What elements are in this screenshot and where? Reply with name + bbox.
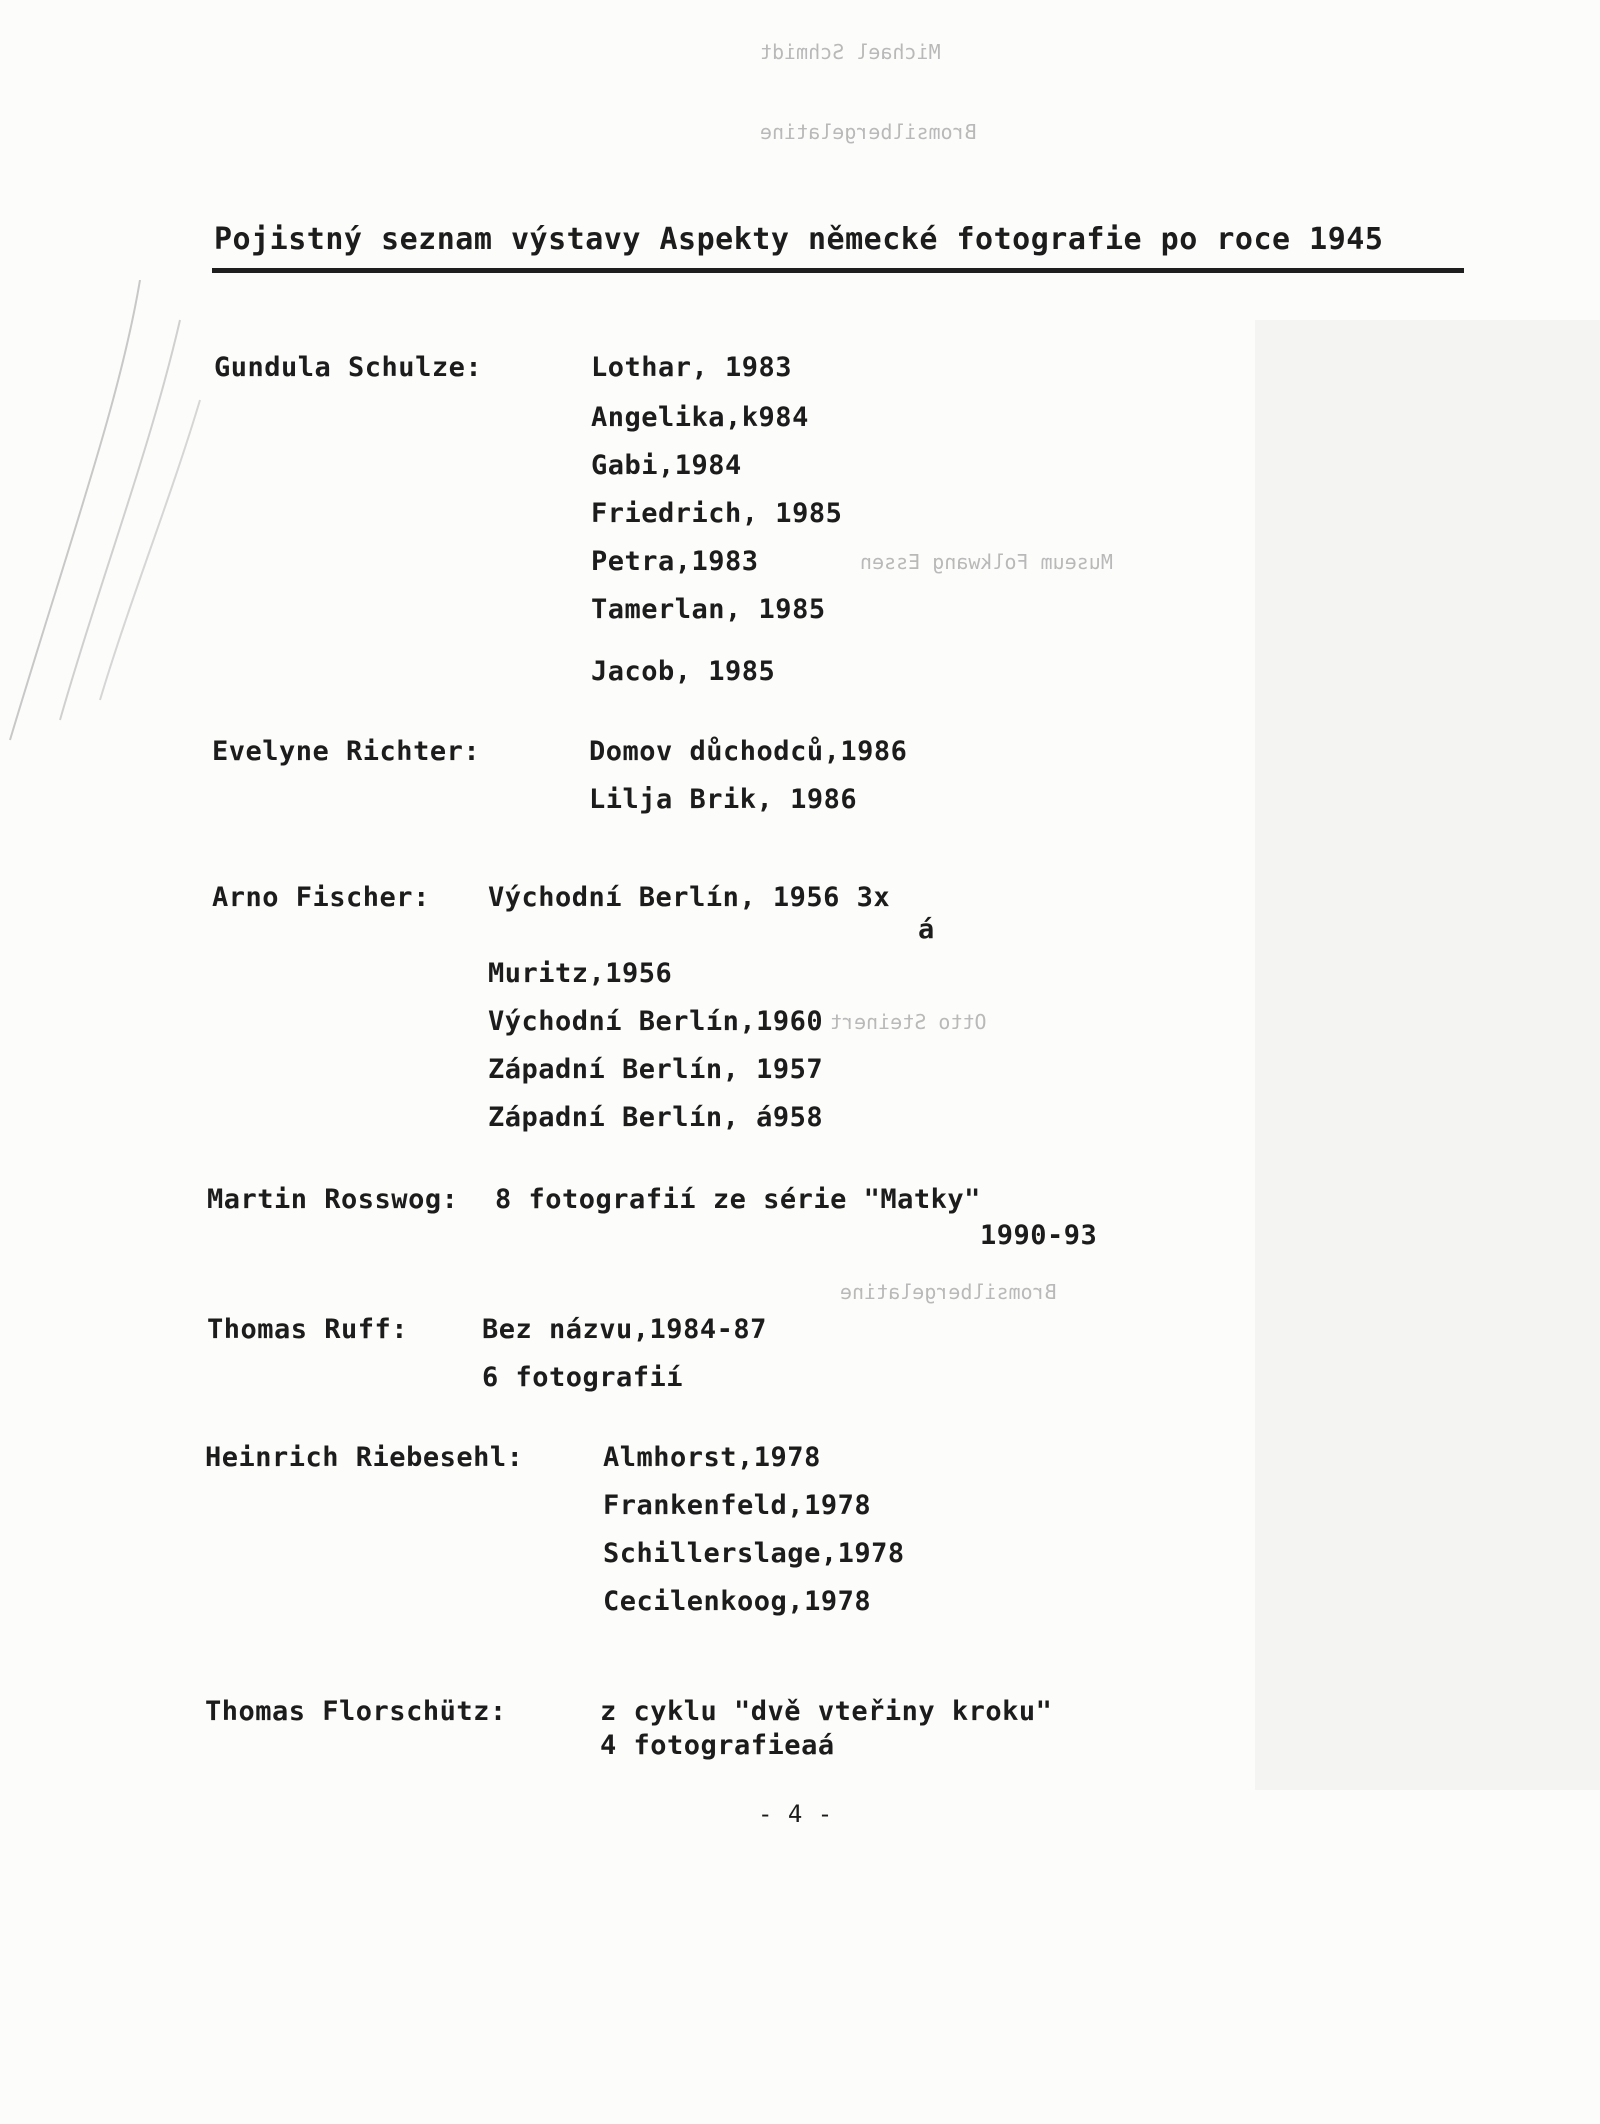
margin-pencil-lines: [0, 280, 220, 760]
work-entry: Západní Berlín, 1957: [488, 1054, 824, 1085]
work-entry: Východní Berlín, 1956 3x: [488, 882, 891, 913]
work-entry: Angelika,k984: [591, 402, 809, 433]
artist-name: Evelyne Richter:: [212, 736, 481, 767]
bleed-through-text: Bromsilbergelatine: [760, 120, 977, 144]
work-entry: 6 fotografií: [482, 1362, 684, 1393]
work-entry: Cecilenkoog,1978: [603, 1586, 872, 1617]
work-entry-note: á: [918, 914, 935, 945]
bleed-through-text: Museum Folkwang Essen: [860, 550, 1113, 574]
work-entry: Západní Berlín, á958: [488, 1102, 824, 1133]
work-entry: 1990-93: [980, 1220, 1098, 1251]
page-number: - 4 -: [758, 1800, 833, 1828]
work-entry: Friedrich, 1985: [591, 498, 843, 529]
bleed-through-text: Michael Schmidt: [760, 40, 941, 64]
work-entry: Schillerslage,1978: [603, 1538, 905, 1569]
work-entry: Lothar, 1983: [591, 352, 793, 383]
work-entry: 4 fotografieaá: [600, 1730, 835, 1761]
bleed-through-text: Bromsilbergelatine: [840, 1280, 1057, 1304]
artist-name: Martin Rosswog:: [207, 1184, 459, 1215]
work-entry: Almhorst,1978: [603, 1442, 821, 1473]
work-entry: Bez názvu,1984-87: [482, 1314, 767, 1345]
show-through-panel: [1255, 320, 1600, 1790]
work-entry: z cyklu "dvě vteřiny kroku": [600, 1696, 1053, 1727]
work-entry: Východní Berlín,1960: [488, 1006, 824, 1037]
work-entry: Tamerlan, 1985: [591, 594, 826, 625]
work-entry: Jacob, 1985: [591, 656, 776, 687]
title-underline: [212, 268, 1464, 273]
work-entry: Petra,1983: [591, 546, 759, 577]
work-entry: Lilja Brik, 1986: [589, 784, 858, 815]
artist-name: Thomas Florschütz:: [205, 1696, 507, 1727]
bleed-through-text: Otto Steinert: [830, 1010, 987, 1034]
artist-name: Arno Fischer:: [212, 882, 430, 913]
artist-name: Thomas Ruff:: [207, 1314, 409, 1345]
artist-name: Heinrich Riebesehl:: [205, 1442, 524, 1473]
work-entry: 8 fotografií ze série "Matky": [495, 1184, 981, 1215]
work-entry: Frankenfeld,1978: [603, 1490, 872, 1521]
work-entry: Muritz,1956: [488, 958, 673, 989]
document-title: Pojistný seznam výstavy Aspekty německé fotografie po roce 1945: [214, 222, 1384, 257]
work-entry: Gabi,1984: [591, 450, 742, 481]
artist-name: Gundula Schulze:: [214, 352, 483, 383]
work-entry: Domov důchodců,1986: [589, 736, 908, 767]
